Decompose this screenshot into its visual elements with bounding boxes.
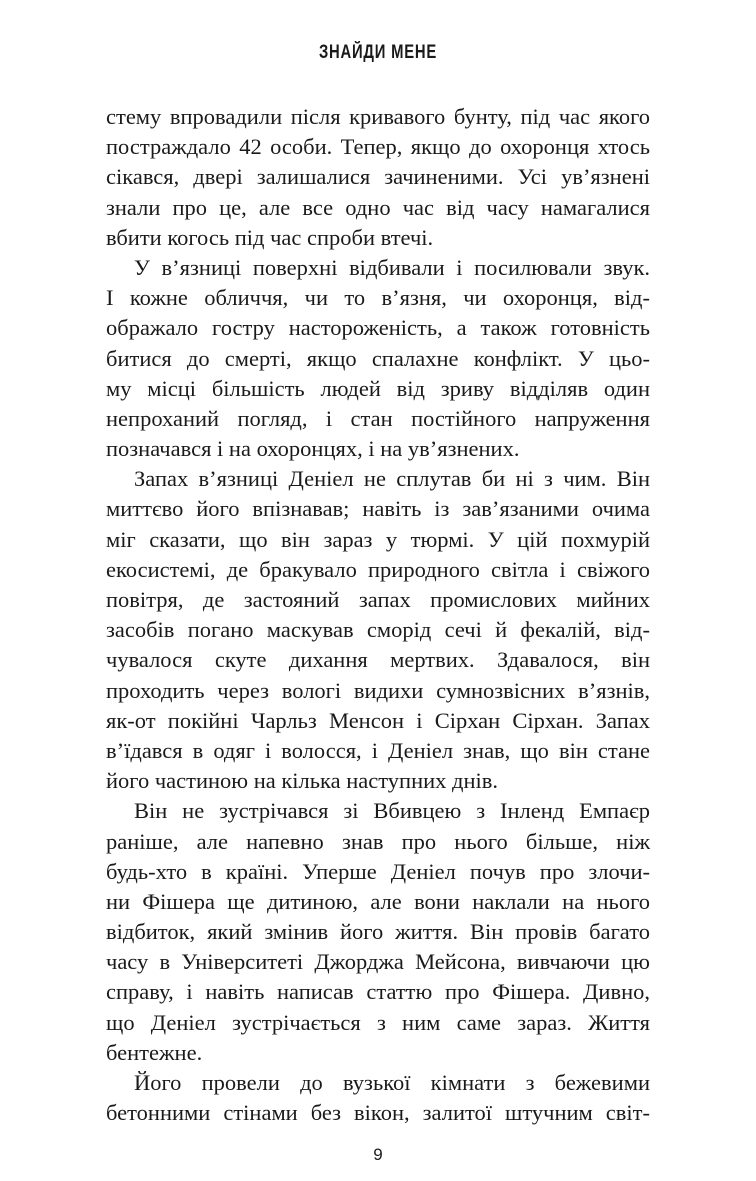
paragraph	[106, 464, 650, 796]
text-line: засобів погано маскував сморід сечі й фекалій, від-	[106, 617, 650, 643]
text-line: знали про це, але все одно час від часу намагалися	[106, 194, 650, 220]
text-line: як-от покійні Чарльз Менсон і Сірхан Сірхан. Запах	[106, 707, 650, 733]
paragraph	[106, 1068, 650, 1128]
page-number: 9	[373, 1145, 383, 1164]
text-line: що Деніел зустрічається з ним саме зараз. Життя	[106, 1009, 650, 1035]
text-line: му місці більшість людей від зриву відділяв один	[106, 375, 650, 401]
text-line: справу, і навіть написав статтю про Фішера. Дивно,	[106, 979, 650, 1005]
text-line: Його провели до вузької кімнати з бежевими	[134, 1070, 650, 1095]
text-line: будь-хто в країні. Уперше Деніел почув про злочи-	[106, 858, 650, 884]
text-line: його частиною на кілька наступних днів.	[106, 768, 499, 794]
paragraph	[106, 796, 650, 1068]
text-line: бетонними стінами без вікон, залитої штучним світ-	[106, 1100, 650, 1126]
paragraph	[106, 253, 650, 464]
text-line: У в’язниці поверхні відбивали і посилювали звук.	[134, 254, 650, 280]
text-line: міг сказати, що він зараз у тюрмі. У цій похмурій	[106, 526, 650, 552]
text-line: Він не зустрічався зі Вбивцею з Інленд Емпаєр	[134, 798, 650, 824]
text-line: миттєво його впізнавав; навіть із зав’язаними очима	[106, 496, 650, 522]
text-line: раніше, але напевно знав про нього більше, ніж	[106, 828, 650, 854]
text-line: позначався і на охоронцях, і на ув’язнених.	[106, 436, 520, 462]
text-line: стему впровадили після кривавого бунту, під час якого	[106, 104, 650, 129]
text-line: вбити когось під час спроби втечі.	[106, 224, 434, 250]
running-header: ЗНАЙДИ МЕНЕ	[318, 42, 438, 63]
body-text	[106, 102, 650, 1128]
text-line: в’їдався в одяг і волосся, і Деніел знав, що він стане	[106, 737, 650, 763]
text-line: ни Фішера ще дитиною, але вони наклали на нього	[106, 888, 650, 914]
text-line: Запах в’язниці Деніел не сплутав би ні з чим. Він	[134, 466, 650, 492]
text-line: І кожне обличчя, чи то в’язня, чи охоронця, від-	[106, 285, 650, 311]
text-line: бентежне.	[106, 1039, 203, 1065]
text-line: постраждало 42 особи. Тепер, якщо до охоронця хтось	[106, 134, 650, 160]
text-line: відбиток, який змінив його життя. Він провів багато	[106, 919, 650, 945]
text-line: битися до смерті, якщо спалахне конфлікт. У цьо-	[106, 345, 650, 371]
text-line: повітря, де застояний запах промислових мийних	[106, 587, 650, 612]
text-line: часу в Університеті Джорджа Мейсона, вивчаючи цю	[106, 949, 650, 975]
text-line: ображало гостру настороженість, а також готовність	[106, 315, 650, 341]
text-line: непроханий погляд, і стан постійного напруження	[106, 405, 650, 431]
text-line: екосистемі, де бракувало природного світла і свіжого	[106, 556, 650, 582]
text-line: чувалося скуте дихання мертвих. Здавалося, він	[106, 647, 650, 673]
text-line: сікався, двері залишалися зачиненими. Усі ув’язнені	[106, 164, 650, 190]
text-line: проходить через вологі видихи сумнозвісних в’язнів,	[106, 677, 650, 703]
paragraph	[106, 102, 650, 253]
